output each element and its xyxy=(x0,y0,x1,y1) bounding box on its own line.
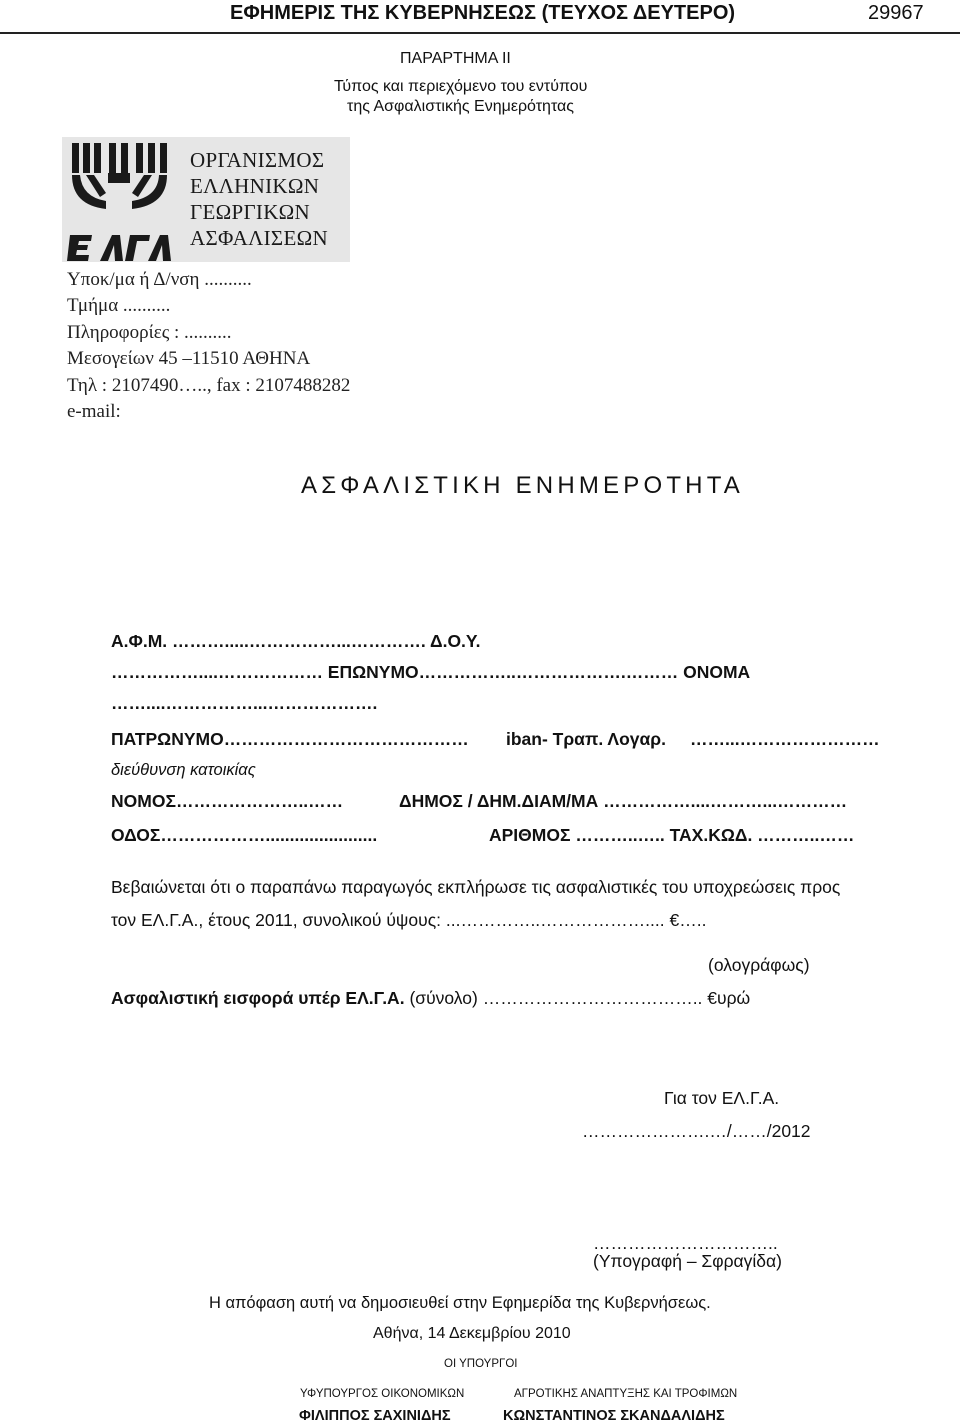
prefecture-field: ΝΟΜΟΣ…………………..…… xyxy=(111,791,344,811)
signature-date: ………………….…/……/2012 xyxy=(582,1121,811,1141)
contribution-amount: (σύνολο) ……………………………….. €υρώ xyxy=(409,988,751,1008)
signature-dots: ………………………….. xyxy=(593,1233,778,1253)
org-name-line: ΕΛΛΗΝΙΚΩΝ xyxy=(190,174,320,198)
for-elga-label: Για τον ΕΛ.Γ.Α. xyxy=(664,1088,780,1108)
municipality-field: ΔΗΜΟΣ / ΔΗΜ.ΔΙΑΜ/ΜΑ ……………....………...………… xyxy=(399,791,848,811)
annex-subtitle-line2: της Ασφαλιστικής Ενημερότητας xyxy=(347,98,574,115)
publish-note: Η απόφαση αυτή να δημοσιευθεί στην Εφημερίδα της Κυβερνήσεως. xyxy=(209,1294,711,1312)
header-rule xyxy=(0,32,960,34)
minister1-title: ΥΦΥΠΟΥΡΓΟΣ ΟΙΚΟΝΟΜΙΚΩΝ xyxy=(300,1388,465,1400)
contact-block xyxy=(67,267,350,425)
name-continuation-field: ……....……………...………………. xyxy=(111,693,378,713)
gazette-title: ΕΦΗΜΕΡΙΣ ΤΗΣ ΚΥΒΕΡΝΗΣΕΩΣ (ΤΕΥΧΟΣ ΔΕΥΤΕΡΟ) xyxy=(230,2,736,24)
annex-subtitle-line1: Τύπος και περιεχόμενο του εντύπου xyxy=(334,78,588,95)
contribution-label: Ασφαλιστική εισφορά υπέρ ΕΛ.Γ.Α. xyxy=(111,988,405,1008)
contact-line-email: e-mail: xyxy=(67,401,121,423)
minister1-name: ΦΙΛΙΠΠΟΣ ΣΑΧΙΝΙΔΗΣ xyxy=(299,1408,451,1424)
page-number: 29967 xyxy=(868,2,924,24)
contact-line-phone: Τηλ : 2107490….., fax : 2107488282 xyxy=(67,374,351,396)
signature-label: (Υπογραφή – Σφραγίδα) xyxy=(593,1251,782,1271)
place-date: Αθήνα, 14 Δεκεμβρίου 2010 xyxy=(373,1325,571,1342)
org-name xyxy=(190,147,328,251)
father-name-field: ΠΑΤΡΩΝΥΜΟ…………………………………… xyxy=(111,729,469,749)
iban-label: iban- Τραπ. Λογαρ. xyxy=(506,729,666,749)
in-words-label: (ολογράφως) xyxy=(708,955,810,975)
number-postcode-field: ΑΡΙΘΜΟΣ ………..….. ΤΑΧ.ΚΩΔ. ………..…… xyxy=(489,825,855,845)
contact-line-section: Τμήμα .......... xyxy=(67,295,171,317)
surname-name-field: ……………....……………… ΕΠΩΝΥΜΟ……………..……………….……… ΟΝΟΜΑ xyxy=(111,662,751,682)
org-name-line: ΟΡΓΑΝΙΣΜΟΣ xyxy=(190,148,325,172)
contribution-line xyxy=(111,988,750,1009)
minister2-title: ΑΓΡΟΤΙΚΗΣ ΑΝΑΠΤΥΞΗΣ ΚΑΙ ΤΡΟΦΙΜΩΝ xyxy=(514,1388,738,1400)
document-title: ΑΣΦΑΛΙΣΤΙΚΗ ΕΝΗΜΕΡΟΤΗΤΑ xyxy=(301,472,745,499)
minister2-name: ΚΩΝΣΤΑΝΤΙΝΟΣ ΣΚΑΝΔΑΛΙΔΗΣ xyxy=(503,1408,725,1424)
street-field: ΟΔΟΣ………………....................... xyxy=(111,825,378,845)
org-name-line: ΓΕΩΡΓΙΚΩΝ xyxy=(190,200,311,224)
contact-line-department: Υποκ/μα ή Δ/νση .......... xyxy=(67,269,252,290)
logo-block xyxy=(62,137,350,262)
contact-line-info: Πληροφορίες : .......... xyxy=(67,321,232,343)
annex-title: ΠΑΡΑΡΤΗΜΑ ΙΙ xyxy=(400,50,511,67)
elga-logo xyxy=(66,139,172,266)
elga-logo-icon xyxy=(66,139,172,261)
contact-line-address: Μεσογείων 45 –11510 ΑΘΗΝΑ xyxy=(67,348,311,370)
iban-field: ……...…………………… xyxy=(690,729,880,749)
address-label: διεύθυνση κατοικίας xyxy=(111,761,256,779)
certification-line2: τον ΕΛ.Γ.Α., έτους 2011, συνολικού ύψους: ...…………..……………….... €….. xyxy=(111,910,707,930)
certification-line1: Βεβαιώνεται ότι ο παραπάνω παραγωγός εκπλήρωσε τις ασφαλιστικές του υποχρεώσεις προς xyxy=(111,877,841,897)
org-name-line: ΑΣΦΑΛΙΣΕΩΝ xyxy=(190,226,328,250)
afm-field: Α.Φ.Μ. ……….....……………...…………. Δ.Ο.Υ. xyxy=(111,631,481,651)
ministers-heading: ΟΙ ΥΠΟΥΡΓΟΙ xyxy=(444,1358,518,1370)
